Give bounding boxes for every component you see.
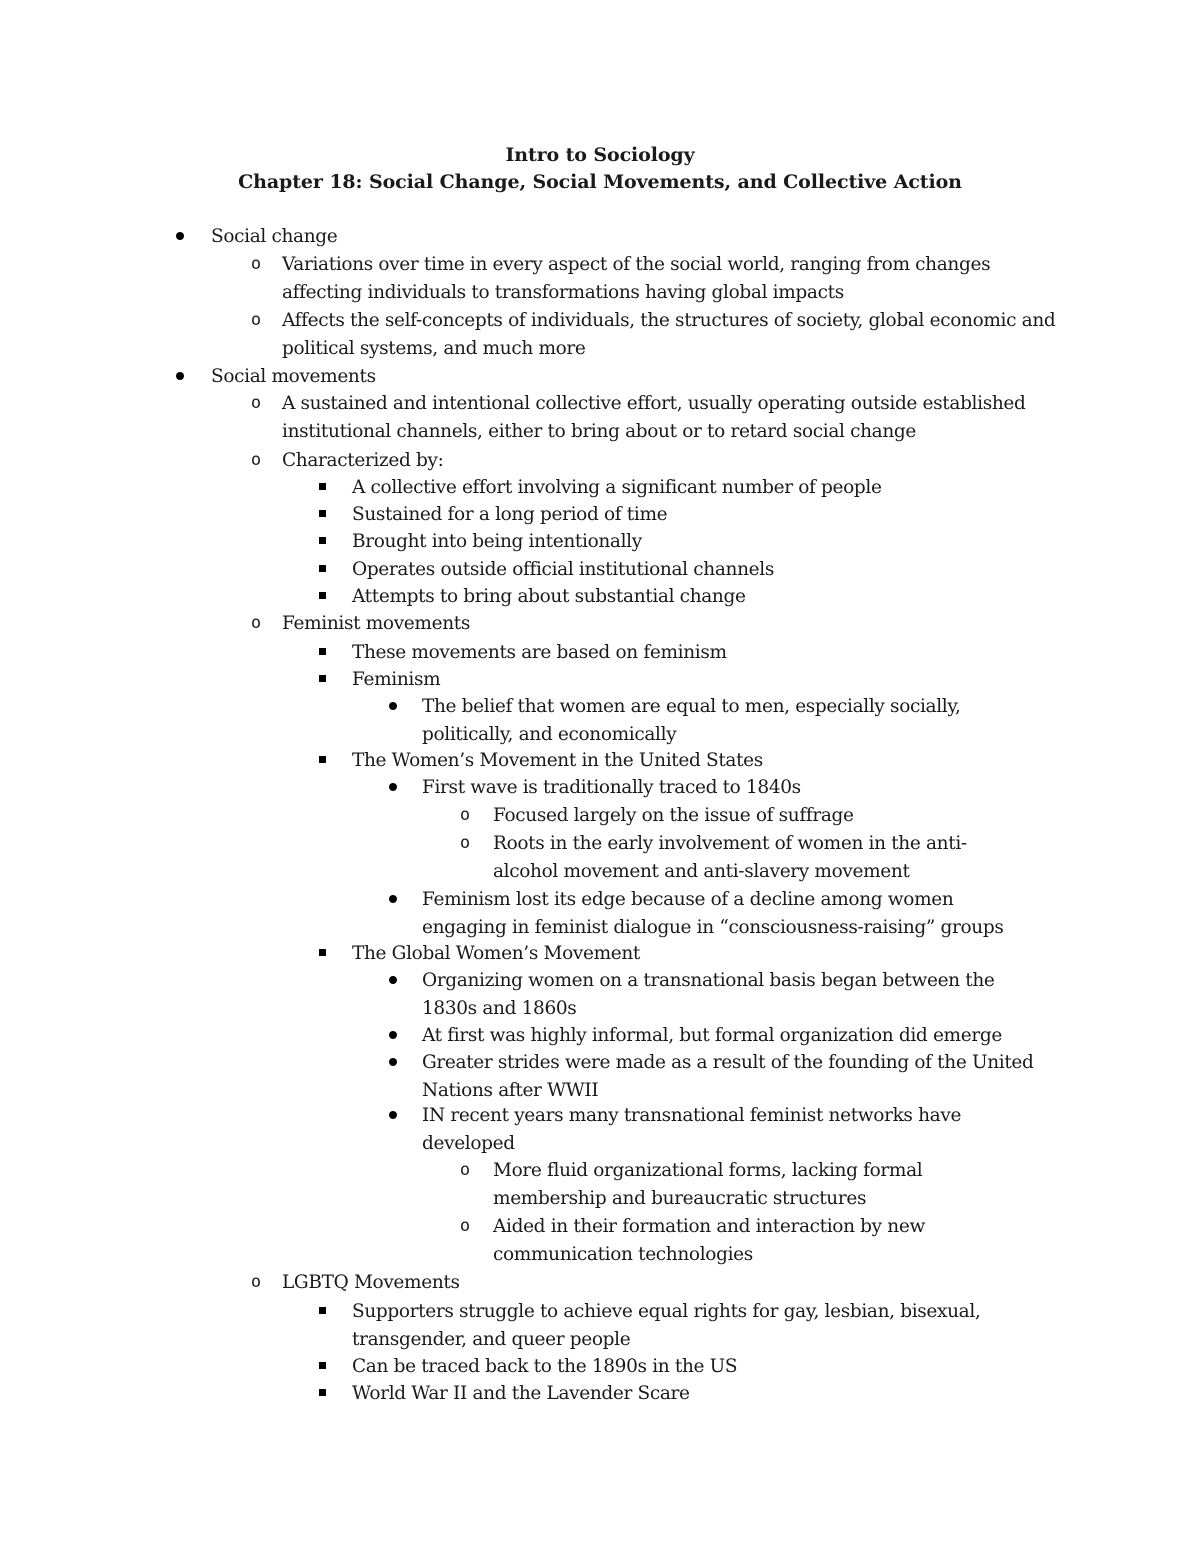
list-item	[0, 1102, 1200, 1154]
bullet-circle-icon: o	[250, 613, 262, 633]
bullet-disc-icon	[383, 693, 403, 721]
list-item-text: IN recent years many transnational feminist networks have developed	[422, 1105, 962, 1154]
bullet-square-icon	[312, 583, 332, 611]
list-item-text: Feminism lost its edge because of a decline among women engaging in feminist dialogue in “consciousness-raising” groups	[422, 889, 1004, 938]
list-item-text: Focused largely on the issue of suffrage	[493, 805, 854, 826]
list-item	[0, 1380, 1200, 1408]
list-item	[0, 390, 1200, 442]
bullet-circle-icon: o	[250, 1272, 262, 1292]
list-item	[0, 830, 1200, 882]
bullet-circle-icon: o	[459, 1160, 471, 1180]
list-item-text: Affects the self-concepts of individuals, the structures of society, global economic and political systems, and much more	[282, 310, 1056, 359]
bullet-square-icon	[312, 501, 332, 529]
list-item	[0, 1269, 1200, 1297]
list-item	[0, 1298, 1200, 1350]
list-item	[0, 886, 1200, 938]
list-item	[0, 1022, 1200, 1050]
bullet-square-icon	[312, 1298, 332, 1326]
list-item-text: Greater strides were made as a result of the founding of the United Nations after WWII	[422, 1052, 1034, 1101]
list-item	[0, 1353, 1200, 1381]
bullet-square-icon	[312, 528, 332, 556]
list-item	[0, 501, 1200, 529]
list-item-text: Sustained for a long period of time	[352, 504, 668, 525]
list-item-text: Aided in their formation and interaction by new communication technologies	[493, 1216, 925, 1265]
list-item-text: Variations over time in every aspect of the social world, ranging from changes affecting individuals to transformations having global impacts	[282, 254, 991, 303]
list-item-text: Attempts to bring about substantial change	[352, 586, 746, 607]
bullet-circle-icon: o	[459, 833, 471, 853]
list-item-text: At first was highly informal, but formal organization did emerge	[422, 1025, 1002, 1046]
bullet-disc-icon	[170, 363, 190, 391]
list-item-text: The belief that women are equal to men, especially socially, politically, and economically	[422, 696, 961, 745]
list-item	[0, 610, 1200, 638]
list-item	[0, 363, 1200, 391]
list-item-text: Social movements	[211, 366, 376, 387]
bullet-disc-icon	[383, 1022, 403, 1050]
bullet-disc-icon	[383, 1102, 403, 1130]
list-item-text: A collective effort involving a significant number of people	[352, 477, 882, 498]
list-item	[0, 967, 1200, 1019]
list-item	[0, 747, 1200, 775]
list-item-text: More fluid organizational forms, lacking formal membership and bureaucratic structures	[493, 1160, 923, 1209]
list-item	[0, 223, 1200, 251]
list-item	[0, 583, 1200, 611]
bullet-disc-icon	[383, 1049, 403, 1077]
bullet-circle-icon: o	[459, 805, 471, 825]
bullet-disc-icon	[170, 223, 190, 251]
bullet-circle-icon: o	[250, 254, 262, 274]
list-item	[0, 639, 1200, 667]
list-item	[0, 1213, 1200, 1265]
list-item-text: First wave is traditionally traced to 1840s	[422, 777, 801, 798]
list-item	[0, 251, 1200, 303]
list-item-text: Social change	[211, 226, 338, 247]
bullet-circle-icon: o	[250, 450, 262, 470]
bullet-square-icon	[312, 1353, 332, 1381]
list-item	[0, 802, 1200, 830]
list-item-text: Supporters struggle to achieve equal rights for gay, lesbian, bisexual, transgender, and queer people	[352, 1301, 981, 1350]
list-item	[0, 1157, 1200, 1209]
list-item-text: Roots in the early involvement of women in the anti-alcohol movement and anti-slavery movement	[493, 833, 967, 882]
bullet-disc-icon	[383, 774, 403, 802]
list-item	[0, 556, 1200, 584]
list-item-text: Feminist movements	[282, 613, 470, 634]
bullet-circle-icon: o	[250, 393, 262, 413]
bullet-circle-icon: o	[459, 1216, 471, 1236]
list-item-text: A sustained and intentional collective effort, usually operating outside established institutional channels, either to bring about or to retard social change	[282, 393, 1026, 442]
list-item	[0, 774, 1200, 802]
bullet-square-icon	[312, 556, 332, 584]
document-title: Intro to Sociology	[505, 144, 695, 166]
list-item	[0, 940, 1200, 968]
bullet-square-icon	[312, 666, 332, 694]
list-item	[0, 447, 1200, 475]
list-item	[0, 528, 1200, 556]
bullet-square-icon	[312, 474, 332, 502]
list-item-text: Feminism	[352, 669, 441, 690]
list-item	[0, 1049, 1200, 1101]
chapter-heading: Chapter 18: Social Change, Social Movements, and Collective Action	[238, 171, 962, 193]
bullet-square-icon	[312, 639, 332, 667]
bullet-disc-icon	[383, 886, 403, 914]
list-item	[0, 693, 1200, 745]
list-item	[0, 474, 1200, 502]
list-item	[0, 307, 1200, 359]
bullet-circle-icon: o	[250, 310, 262, 330]
list-item-text: The Women’s Movement in the United States	[352, 750, 763, 771]
bullet-square-icon	[312, 1380, 332, 1408]
list-item-text: Can be traced back to the 1890s in the US	[352, 1356, 738, 1377]
bullet-disc-icon	[383, 967, 403, 995]
bullet-square-icon	[312, 747, 332, 775]
list-item-text: The Global Women’s Movement	[352, 943, 641, 964]
list-item-text: Operates outside official institutional channels	[352, 559, 774, 580]
list-item-text: Organizing women on a transnational basis began between the 1830s and 1860s	[422, 970, 995, 1019]
list-item	[0, 666, 1200, 694]
list-item-text: Brought into being intentionally	[352, 531, 642, 552]
list-item-text: Characterized by:	[282, 450, 444, 471]
list-item-text: These movements are based on feminism	[352, 642, 727, 663]
list-item-text: LGBTQ Movements	[282, 1272, 460, 1293]
bullet-square-icon	[312, 940, 332, 968]
list-item-text: World War II and the Lavender Scare	[352, 1383, 690, 1404]
